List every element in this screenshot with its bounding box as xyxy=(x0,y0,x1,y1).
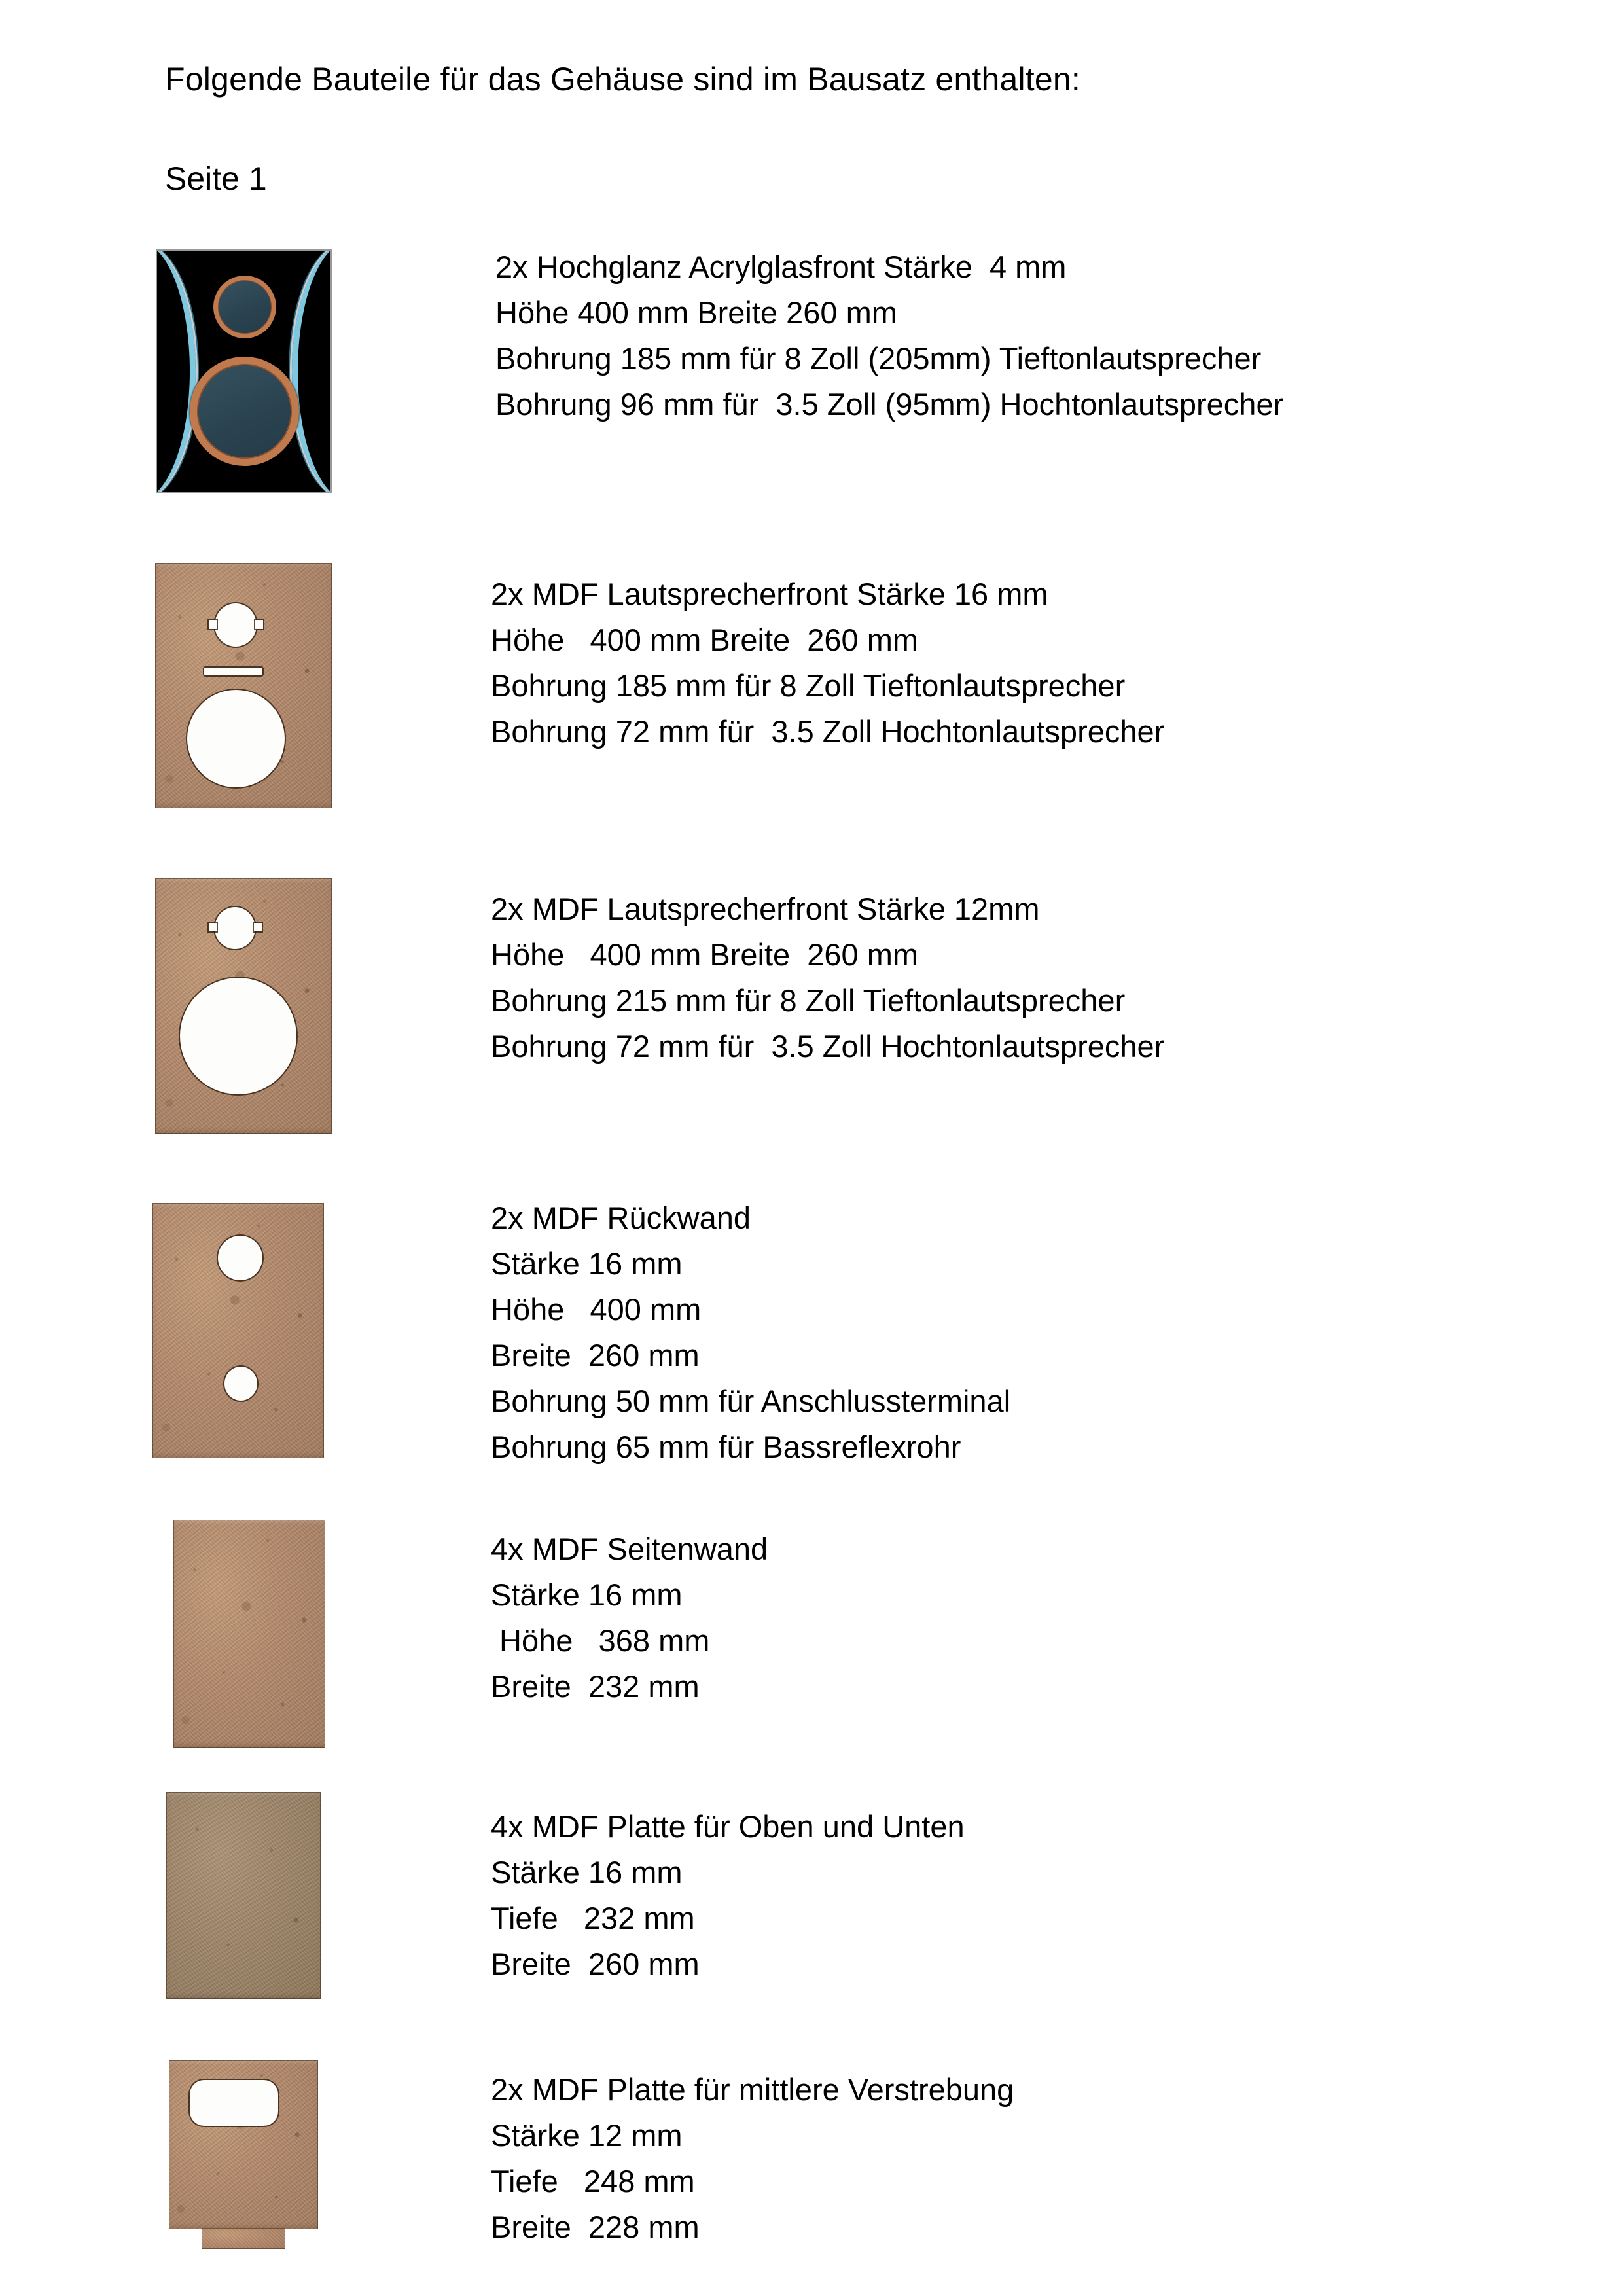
crossover-slot-cutout xyxy=(204,668,262,675)
part-line: Bohrung 185 mm für 8 Zoll (205mm) Tieftonlautsprecher xyxy=(495,341,1262,376)
part-description xyxy=(491,886,1164,1069)
part-line: Stärke 16 mm xyxy=(491,1246,683,1281)
mdf-platte-oben-unten-figure xyxy=(166,1792,321,1999)
part-description xyxy=(491,1526,768,1710)
part-line: Stärke 16 mm xyxy=(491,1577,683,1612)
part-line: Bohrung 72 mm für 3.5 Zoll Hochtonlautsprecher xyxy=(491,1029,1165,1064)
part-line: Bohrung 185 mm für 8 Zoll Tieftonlautsprecher xyxy=(491,668,1126,703)
mdf-panel xyxy=(155,563,332,808)
part-line: Bohrung 215 mm für 8 Zoll Tieftonlautsprecher xyxy=(491,983,1126,1018)
mdf-lautsprecherfront-12mm-figure xyxy=(155,878,332,1134)
part-line: 2x MDF Platte für mittlere Verstrebung xyxy=(491,2072,1014,2107)
tweeter-cutout xyxy=(215,603,257,647)
part-line: Bohrung 50 mm für Anschlussterminal xyxy=(491,1384,1011,1418)
acryl-panel xyxy=(157,251,330,492)
bracing-tab xyxy=(202,2228,285,2249)
part-line: 2x MDF Rückwand xyxy=(491,1200,751,1235)
part-description xyxy=(495,244,1283,427)
mdf-panel xyxy=(155,878,332,1134)
part-line: 4x MDF Seitenwand xyxy=(491,1532,768,1566)
tweeter-cutout-ear-right xyxy=(255,620,263,629)
part-line: Höhe 400 mm Breite 260 mm xyxy=(491,937,919,972)
tweeter-cutout-ear-right xyxy=(254,923,262,931)
part-line: 2x MDF Lautsprecherfront Stärke 16 mm xyxy=(491,577,1048,611)
woofer-driver-icon xyxy=(190,357,299,466)
part-line: Bohrung 65 mm für Bassreflexrohr xyxy=(491,1429,961,1464)
part-description xyxy=(491,2067,1014,2250)
gloss-swoosh-right-icon xyxy=(292,251,330,492)
part-line: Bohrung 96 mm für 3.5 Zoll (95mm) Hochtonlautsprecher xyxy=(495,387,1284,422)
part-line: Bohrung 72 mm für 3.5 Zoll Hochtonlautsprecher xyxy=(491,714,1165,749)
mdf-panel xyxy=(173,1520,325,1748)
acrylglas-front-figure xyxy=(157,251,330,492)
mdf-rueckwand-figure xyxy=(152,1203,324,1458)
mdf-lautsprecherfront-16mm-figure xyxy=(155,563,332,808)
part-line: Breite 232 mm xyxy=(491,1669,700,1704)
mdf-seitenwand-figure xyxy=(173,1520,325,1748)
woofer-cutout xyxy=(180,978,296,1094)
part-line: Breite 260 mm xyxy=(491,1946,700,1981)
part-line: Stärke 12 mm xyxy=(491,2118,683,2153)
part-line: 2x Hochglanz Acrylglasfront Stärke 4 mm xyxy=(495,249,1067,284)
bassreflex-hole-cutout xyxy=(218,1236,262,1280)
part-line: Breite 228 mm xyxy=(491,2210,700,2244)
part-line: 4x MDF Platte für Oben und Unten xyxy=(491,1809,965,1844)
tweeter-driver-icon xyxy=(213,276,276,338)
part-description xyxy=(491,1195,1010,1470)
page-title: Folgende Bauteile für das Gehäuse sind im Bausatz enthalten: xyxy=(165,61,1080,98)
part-line: Höhe 400 mm Breite 260 mm xyxy=(495,295,897,330)
part-line: Stärke 16 mm xyxy=(491,1855,683,1890)
part-line: Höhe 400 mm xyxy=(491,1292,702,1327)
part-line: Höhe 400 mm Breite 260 mm xyxy=(491,622,919,657)
page-number-label: Seite 1 xyxy=(165,160,267,197)
tweeter-cutout xyxy=(215,907,255,949)
gloss-swoosh-left-icon xyxy=(157,251,196,492)
mdf-panel xyxy=(152,1203,324,1458)
part-description xyxy=(491,1804,965,1987)
part-line: 2x MDF Lautsprecherfront Stärke 12mm xyxy=(491,891,1040,926)
mdf-platte-verstrebung-figure xyxy=(169,2060,318,2229)
mdf-panel xyxy=(169,2060,318,2229)
tweeter-cutout-ear-left xyxy=(209,620,217,629)
part-line: Höhe 368 mm xyxy=(491,1623,710,1658)
part-line: Breite 260 mm xyxy=(491,1338,700,1372)
part-description xyxy=(491,571,1164,755)
bracing-window-cutout xyxy=(190,2080,278,2126)
part-line: Tiefe 232 mm xyxy=(491,1901,695,1935)
tweeter-cutout-ear-left xyxy=(209,923,217,931)
mdf-panel xyxy=(166,1792,321,1999)
terminal-hole-cutout xyxy=(224,1367,257,1401)
part-line: Tiefe 248 mm xyxy=(491,2164,695,2198)
woofer-cutout xyxy=(187,690,285,787)
